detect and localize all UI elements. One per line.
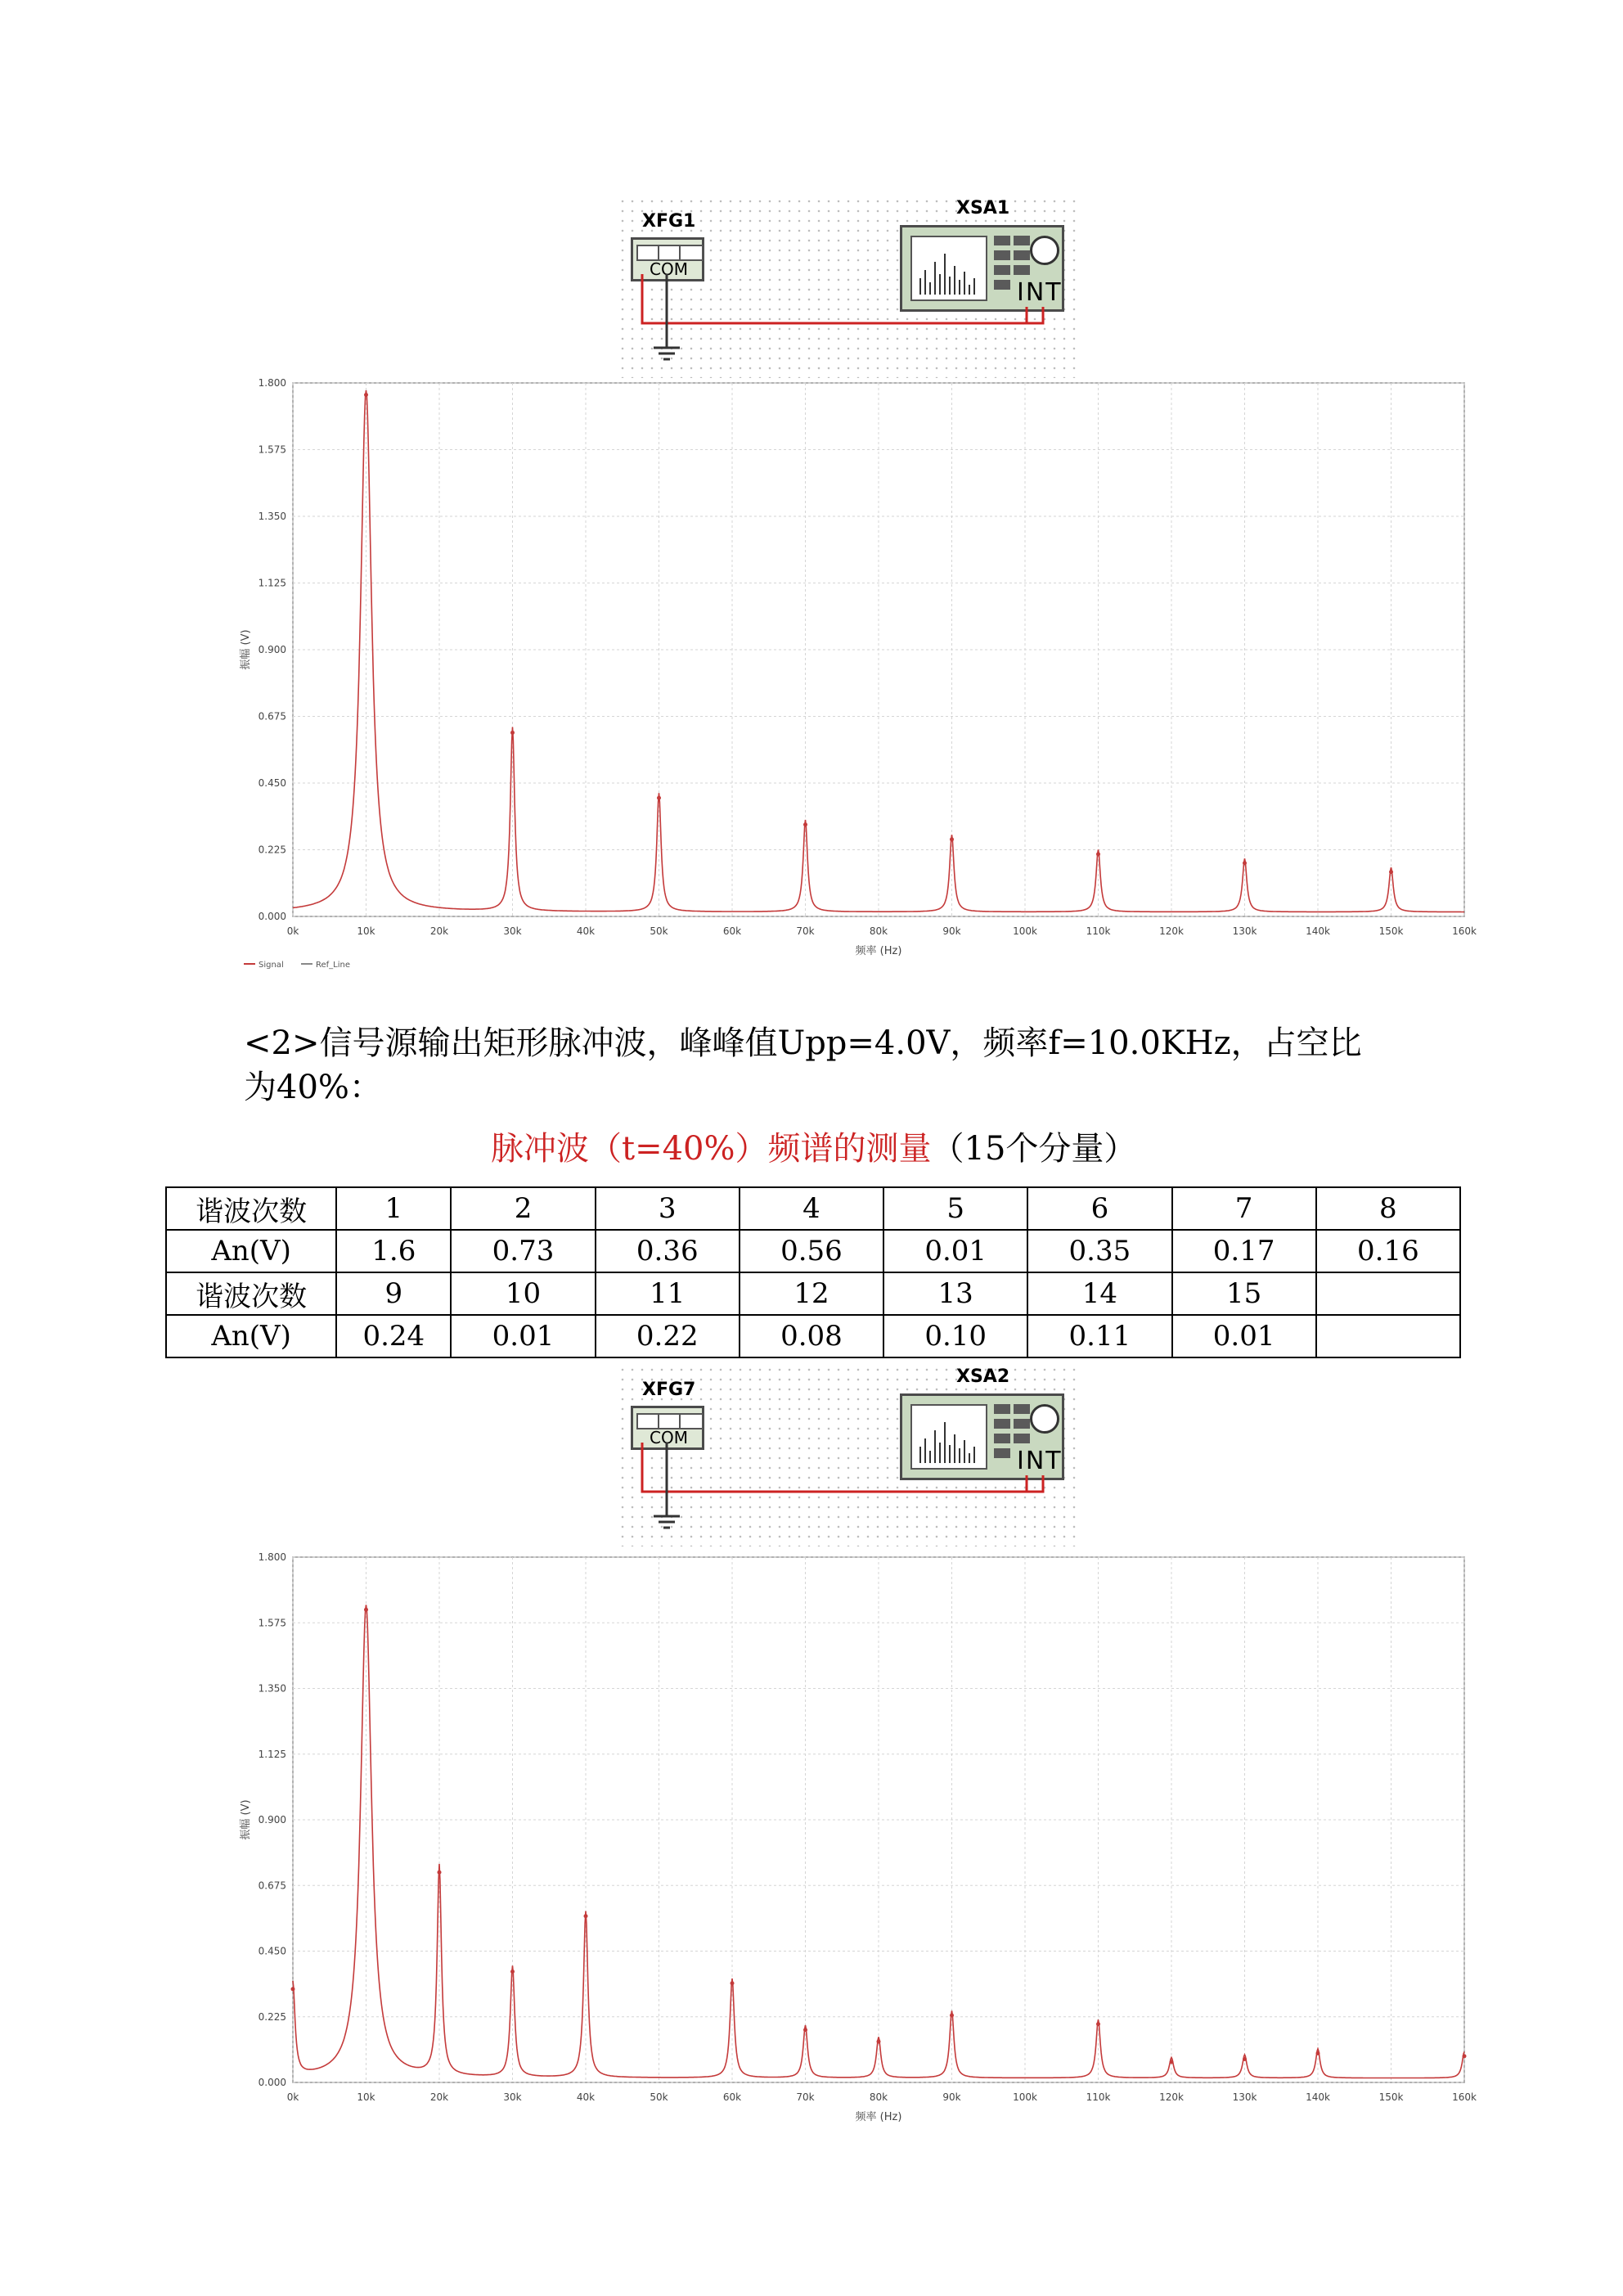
- x-tick-label: 100k: [1013, 2091, 1037, 2103]
- y-tick-label: 1.350: [258, 1682, 286, 1695]
- legend-label: Ref_Line: [316, 961, 351, 970]
- table-cell: 0.01: [451, 1315, 595, 1357]
- y-tick-label: 0.900: [258, 1814, 286, 1826]
- table-cell: 13: [883, 1272, 1027, 1315]
- y-axis-label: 振幅 (V): [240, 1799, 252, 1840]
- x-tick-label: 0k: [286, 2091, 299, 2103]
- table-cell: 1: [336, 1187, 451, 1230]
- circuit-wires: [618, 196, 1080, 378]
- peak-point: [1243, 861, 1247, 865]
- table-row: [166, 1272, 1460, 1315]
- caption-black: （15个分量）: [931, 1130, 1137, 1168]
- peak-point: [1096, 2022, 1100, 2026]
- table-cell: 15: [1172, 1272, 1316, 1315]
- circuit-diagram-2: [618, 1365, 1080, 1546]
- peak-point: [1243, 2057, 1247, 2061]
- peak-point: [1096, 852, 1100, 856]
- y-tick-label: 0.225: [258, 844, 286, 856]
- table-cell: 1.6: [336, 1230, 451, 1272]
- com-terminal-label: COM: [650, 259, 688, 279]
- table-cell: 9: [336, 1272, 451, 1315]
- com-terminal-label: COM: [650, 1428, 688, 1447]
- x-tick-label: 60k: [722, 2091, 742, 2103]
- row-label: An(V): [166, 1315, 336, 1357]
- table-cell: 0.16: [1316, 1230, 1460, 1272]
- harmonic-table: [165, 1186, 1461, 1358]
- analyzer-label: XSA1: [956, 198, 1010, 218]
- table-cell: 0.01: [883, 1230, 1027, 1272]
- y-tick-label: 1.350: [258, 511, 286, 522]
- x-tick-label: 50k: [650, 2091, 668, 2103]
- spectrum-chart-2: [237, 1551, 1477, 2140]
- table-cell: 3: [596, 1187, 740, 1230]
- paragraph-line-1: <2>信号源输出矩形脉冲波，峰峰值Upp=4.0V，频率f=10.0KHz，占空比: [244, 1024, 1362, 1062]
- table-cell: 8: [1316, 1187, 1460, 1230]
- x-tick-label: 10k: [357, 925, 375, 937]
- x-tick-label: 130k: [1232, 925, 1257, 937]
- x-axis-label: 频率 (Hz): [855, 2111, 902, 2123]
- y-tick-label: 0.675: [258, 1880, 286, 1892]
- table-cell: 0.56: [740, 1230, 883, 1272]
- table-cell: 11: [596, 1272, 740, 1315]
- table-cell: 0.22: [596, 1315, 740, 1357]
- x-tick-label: 60k: [722, 925, 742, 937]
- x-tick-label: 140k: [1306, 925, 1330, 937]
- x-tick-label: 70k: [796, 2091, 815, 2103]
- x-tick-label: 100k: [1013, 925, 1037, 937]
- peak-point: [950, 837, 954, 841]
- y-tick-label: 1.800: [258, 1551, 286, 1563]
- y-tick-label: 1.575: [258, 1617, 286, 1629]
- circuit-diagram-1: [618, 196, 1080, 378]
- y-tick-label: 0.225: [258, 2010, 286, 2023]
- x-tick-label: 20k: [429, 2091, 449, 2103]
- table-cell: 0.24: [336, 1315, 451, 1357]
- y-tick-label: 0.450: [258, 1945, 286, 1957]
- x-tick-label: 30k: [503, 925, 522, 937]
- x-axis-label: 频率 (Hz): [855, 945, 902, 957]
- table-cell: 4: [740, 1187, 883, 1230]
- x-tick-label: 110k: [1086, 2091, 1111, 2103]
- x-tick-label: 70k: [796, 925, 815, 937]
- table-cell: 6: [1027, 1187, 1171, 1230]
- peak-point: [803, 822, 807, 826]
- x-tick-label: 150k: [1378, 925, 1404, 937]
- peak-point: [803, 2028, 807, 2032]
- table-cell: [1316, 1272, 1460, 1315]
- x-tick-label: 80k: [869, 925, 888, 937]
- table-cell: 0.35: [1027, 1230, 1171, 1272]
- x-tick-label: 90k: [942, 925, 961, 937]
- x-tick-label: 120k: [1159, 2091, 1184, 2103]
- table-row: [166, 1230, 1460, 1272]
- y-tick-label: 0.450: [258, 777, 286, 789]
- spectrum-chart-1: [237, 376, 1477, 974]
- table-cell: 0.11: [1027, 1315, 1171, 1357]
- row-label: 谐波次数: [166, 1272, 336, 1315]
- peak-point: [438, 1871, 442, 1875]
- x-tick-label: 150k: [1378, 2091, 1404, 2103]
- y-tick-label: 0.000: [258, 2077, 286, 2088]
- table-cell: 2: [451, 1187, 595, 1230]
- peak-point: [1316, 2051, 1320, 2055]
- y-tick-label: 0.675: [258, 710, 286, 723]
- circuit-wires: [618, 1365, 1080, 1546]
- analyzer-label: XSA2: [956, 1366, 1010, 1387]
- y-tick-label: 0.000: [258, 911, 286, 922]
- table-cell: 10: [451, 1272, 595, 1315]
- table-row: [166, 1315, 1460, 1357]
- x-tick-label: 20k: [429, 925, 449, 937]
- peak-point: [291, 1987, 295, 1991]
- x-tick-label: 40k: [576, 925, 596, 937]
- peak-point: [1170, 2060, 1174, 2064]
- table-cell: 0.73: [451, 1230, 595, 1272]
- x-tick-label: 120k: [1159, 925, 1184, 937]
- x-tick-label: 130k: [1232, 2091, 1257, 2103]
- table-cell: 14: [1027, 1272, 1171, 1315]
- x-tick-label: 160k: [1452, 2091, 1477, 2103]
- peak-point: [510, 1970, 515, 1974]
- x-tick-label: 90k: [942, 2091, 961, 2103]
- table-cell: 7: [1172, 1187, 1316, 1230]
- y-tick-label: 1.575: [258, 443, 286, 456]
- x-tick-label: 50k: [650, 925, 668, 937]
- int-terminal-label: INT: [1017, 278, 1063, 307]
- peak-point: [657, 796, 661, 800]
- table-cell: 5: [883, 1187, 1027, 1230]
- generator-label: XFG7: [642, 1380, 696, 1400]
- generator-label: XFG1: [642, 211, 696, 232]
- table-cell: 0.08: [740, 1315, 883, 1357]
- spectrum-chart-1-svg: [237, 376, 1477, 974]
- row-label: An(V): [166, 1230, 336, 1272]
- peak-point: [510, 731, 515, 735]
- table-cell: 0.01: [1172, 1315, 1316, 1357]
- row-label: 谐波次数: [166, 1187, 336, 1230]
- table-cell: 12: [740, 1272, 883, 1315]
- x-tick-label: 110k: [1086, 925, 1111, 937]
- peak-point: [731, 1981, 735, 1985]
- table-cell: 0.17: [1172, 1230, 1316, 1272]
- caption-red: 脉冲波（t=40%）频谱的测量: [491, 1130, 932, 1168]
- table-cell: 0.10: [883, 1315, 1027, 1357]
- paragraph-line-2: 为40%：: [244, 1069, 382, 1106]
- peak-point: [364, 1608, 368, 1612]
- spectrum-chart-2-svg: [237, 1551, 1477, 2140]
- int-terminal-label: INT: [1017, 1447, 1063, 1475]
- peak-point: [1389, 870, 1393, 874]
- y-tick-label: 1.125: [258, 1748, 286, 1760]
- x-tick-label: 160k: [1452, 925, 1477, 937]
- x-tick-label: 10k: [357, 2091, 375, 2103]
- table-cell: 0.36: [596, 1230, 740, 1272]
- peak-point: [1463, 2054, 1467, 2058]
- peak-point: [584, 1914, 588, 1918]
- table-cell: [1316, 1315, 1460, 1357]
- x-tick-label: 0k: [286, 925, 299, 937]
- peak-point: [364, 393, 368, 397]
- x-tick-label: 140k: [1306, 2091, 1330, 2103]
- y-tick-label: 1.125: [258, 577, 286, 589]
- peak-point: [950, 2013, 954, 2017]
- table-caption: [491, 1123, 1136, 1169]
- peak-point: [877, 2040, 881, 2044]
- legend-label: Signal: [259, 961, 284, 970]
- table-row: [166, 1187, 1460, 1230]
- x-tick-label: 30k: [503, 2091, 522, 2103]
- y-tick-label: 1.800: [258, 377, 286, 389]
- y-tick-label: 0.900: [258, 644, 286, 655]
- x-tick-label: 40k: [576, 2091, 596, 2103]
- x-tick-label: 80k: [869, 2091, 888, 2103]
- y-axis-label: 振幅 (V): [240, 629, 252, 670]
